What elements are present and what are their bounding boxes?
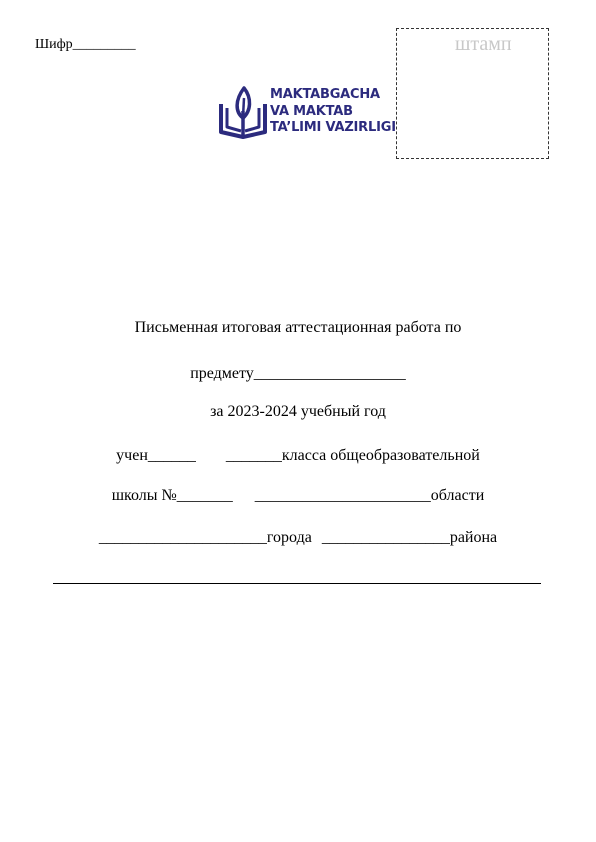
- city-field: _____________________города: [98, 529, 312, 546]
- stamp-label: штамп: [455, 33, 512, 55]
- logo-line-2: VA MAKTAB: [270, 103, 353, 119]
- logo-text: [270, 87, 396, 137]
- school-number-field: школы №_______: [111, 487, 233, 504]
- academic-year-line: за 2023-2024 учебный год: [210, 403, 386, 420]
- logo-line-3: TA’LIMI VAZIRLIGI: [270, 120, 396, 135]
- book-leaf-icon: [218, 84, 268, 140]
- stamp-box: [396, 28, 549, 159]
- cipher-field: Шифр_________: [35, 37, 136, 52]
- city-district-line: [0, 528, 596, 548]
- district-field: ________________района: [321, 529, 498, 546]
- student-field: учен______: [116, 447, 196, 464]
- class-field: _______класса общеобразовательной: [225, 447, 480, 464]
- signature-line: [53, 583, 541, 584]
- student-class-line: [0, 446, 596, 466]
- region-field: ______________________области: [254, 487, 485, 504]
- school-region-line: [0, 486, 596, 506]
- ministry-logo: [218, 84, 394, 140]
- subject-line: предмету___________________: [190, 365, 406, 382]
- logo-line-1: MAKTABGACHA: [270, 87, 380, 102]
- form-title: Письменная итоговая аттестационная работа по: [134, 319, 462, 336]
